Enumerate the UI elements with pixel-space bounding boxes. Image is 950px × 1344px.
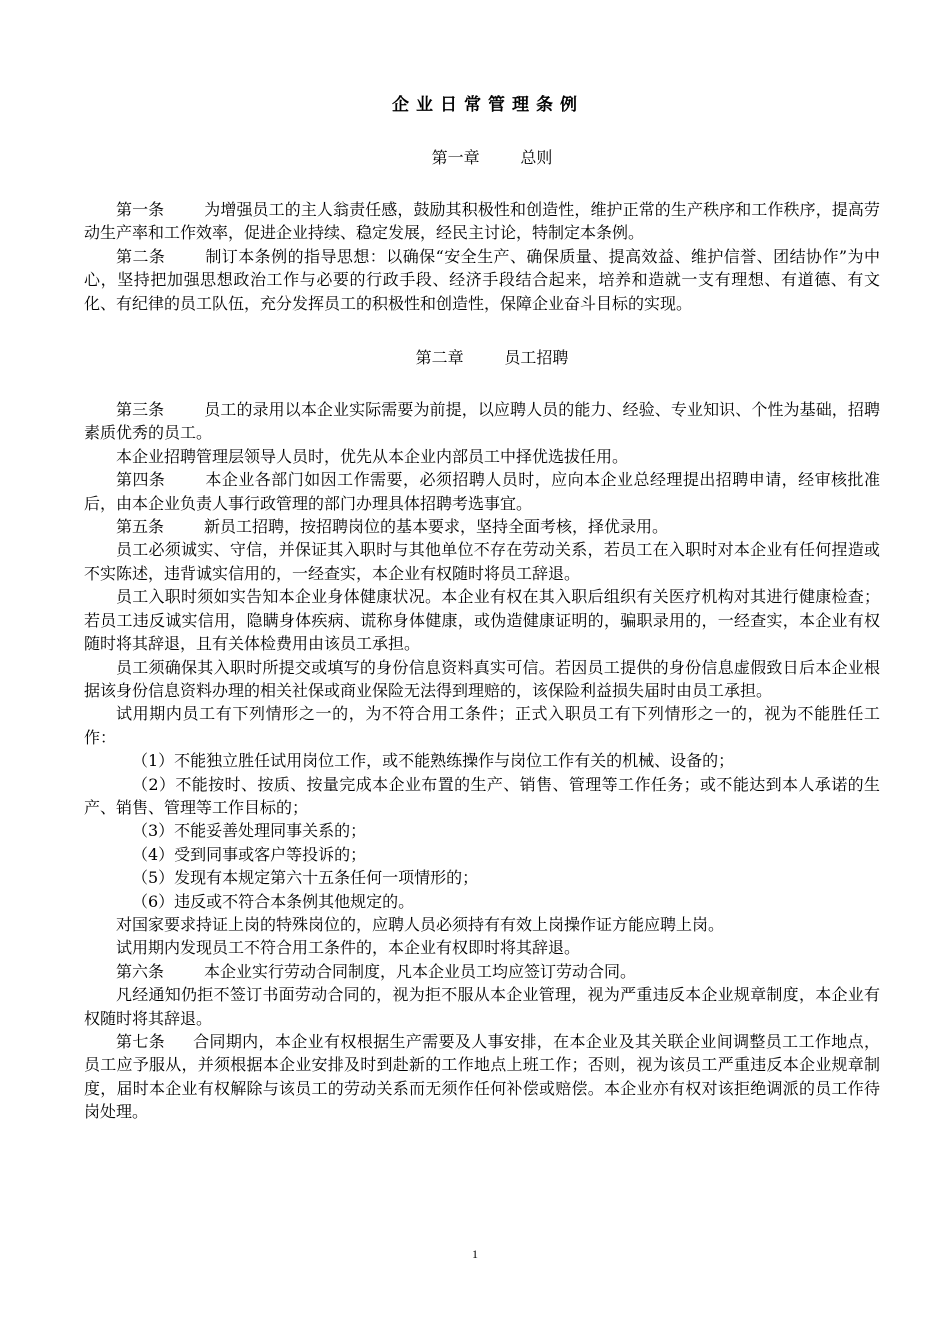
paragraph [84, 398, 880, 445]
list-item-text: （2）不能按时、按质、按量完成本企业布置的生产、销售、管理等工作任务；或不能达到本人承诺的生产、销售、管理等工作目标的； [84, 774, 880, 817]
article-number: 第一条 [116, 200, 165, 219]
paragraph-text: 本企业实行劳动合同制度，凡本企业员工均应签订劳动合同。 [204, 961, 637, 981]
paragraph-text: 员工入职时须如实告知本企业身体健康状况。本企业有权在其入职后组织有关医疗机构对其进行健康检查；若员工违反诚实信用，隐瞒身体疾病、谎称身体健康，或伪造健康证明的，骗职录用的，一经查实，本企业有权随时将其辞退，且有关体检费用由该员工承担。 [84, 587, 880, 654]
paragraph [84, 245, 880, 315]
paragraph [84, 702, 880, 749]
article-number: 第七条 [116, 1032, 166, 1051]
list-item-text: （4）受到同事或客户等投诉的； [132, 844, 367, 864]
list-item [84, 866, 880, 889]
paragraph-text: 员工须确保其入职时所提交或填写的身份信息资料真实可信。若因员工提供的身份信息虚假致日后本企业根据该身份信息资料办理的相关社保或商业保险无法得到理赔的，该保险利益损失届时由员工承担。 [84, 657, 880, 700]
paragraph-text: 为增强员工的主人翁责任感，鼓励其积极性和创造性，维护正常的生产秩序和工作秩序，提高劳动生产率和工作效率，促进企业持续、稳定发展，经民主讨论，特制定本条例。 [84, 200, 880, 243]
list-item-text: （1）不能独立胜任试用岗位工作，或不能熟练操作与岗位工作有关的机械、设备的； [132, 751, 735, 771]
paragraph-text: 本企业各部门如因工作需要，必须招聘人员时，应向本企业总经理提出招聘申请，经审核批准后，由本企业负责人事行政管理的部门办理具体招聘考选事宜。 [84, 470, 880, 513]
list-item [84, 843, 880, 866]
paragraph-text: 制订本条例的指导思想：以确保“安全生产、确保质量、提高效益、维护信誉、团结协作”为中心，坚持把加强思想政治工作与必要的行政手段、经济手段结合起来，培养和造就一支有理想、有道德、有文化、有纪律的员工队伍，充分发挥员工的积极性和创造性，保障企业奋斗目标的实现。 [84, 246, 880, 313]
chapter-number: 第二章 [415, 348, 464, 368]
paragraph-text: 试用期内发现员工不符合用工条件的，本企业有权即时将其辞退。 [116, 938, 581, 958]
list-item-text: （3）不能妥善处理同事关系的； [132, 821, 367, 841]
article-number: 第五条 [116, 517, 165, 537]
list-item [84, 749, 880, 772]
paragraph [84, 198, 880, 245]
paragraph [84, 913, 880, 936]
paragraph-text: 凡经通知仍拒不签订书面劳动合同的，视为拒不服从本企业管理，视为严重违反本企业规章制度，本企业有权随时将其辞退。 [84, 985, 880, 1028]
paragraph [84, 515, 880, 538]
page-number: 1 [472, 1247, 478, 1261]
paragraph-text: 本企业招聘管理层领导人员时，优先从本企业内部员工中择优选拔任用。 [116, 446, 629, 466]
paragraph [84, 538, 880, 585]
list-item [84, 773, 880, 820]
paragraph-text: 对国家要求持证上岗的特殊岗位的，应聘人员必须持有有效上岗操作证方能应聘上岗。 [116, 914, 725, 934]
chapter-title: 员工招聘 [504, 348, 569, 368]
chapter-heading [84, 345, 880, 368]
list-item [84, 819, 880, 842]
article-number: 第六条 [116, 961, 165, 981]
paragraph [84, 585, 880, 655]
list-item-text: （6）违反或不符合本条例其他规定的。 [132, 891, 415, 911]
paragraph [84, 936, 880, 959]
paragraph-text: 员工必须诚实、守信，并保证其入职时与其他单位不存在劳动关系，若员工在入职时对本企业有任何捏造或不实陈述，违背诚实信用的，一经查实，本企业有权随时将员工辞退。 [84, 540, 880, 583]
paragraph [84, 983, 880, 1030]
article-number: 第四条 [116, 470, 166, 490]
paragraph-text: 员工的录用以本企业实际需要为前提，以应聘人员的能力、经验、专业知识、个性为基础，招聘素质优秀的员工。 [84, 400, 880, 443]
chapter-number: 第一章 [431, 148, 480, 167]
list-item-text: （5）发现有本规定第六十五条任何一项情形的； [132, 868, 479, 888]
article-number: 第二条 [116, 246, 166, 266]
paragraph-text: 合同期内，本企业有权根据生产需要及人事安排，在本企业及其关联企业间调整员工工作地点，员工应予服从，并须根据本企业安排及时到赴新的工作地点上班工作；否则，视为该员工严重违反本企业规章制度，届时本企业有权解除与该员工的劳动关系而无须作任何补偿或赔偿。本企业亦有权对该拒绝调派的员工作待岗处理。 [84, 1032, 880, 1122]
paragraph-text: 新员工招聘，按招聘岗位的基本要求，坚持全面考核，择优录用。 [204, 517, 669, 537]
paragraph [84, 1030, 880, 1124]
document-title: 企业日常管理条例 [392, 95, 584, 115]
paragraph [84, 468, 880, 515]
list-item [84, 890, 880, 913]
article-number: 第三条 [116, 400, 165, 420]
chapter-title: 总则 [520, 148, 553, 167]
chapter-heading [84, 145, 880, 168]
paragraph-text: 试用期内员工有下列情形之一的，为不符合用工条件；正式入职员工有下列情形之一的，视为不能胜任工作： [84, 704, 880, 747]
paragraph [84, 656, 880, 703]
paragraph [84, 960, 880, 983]
paragraph [84, 445, 880, 468]
